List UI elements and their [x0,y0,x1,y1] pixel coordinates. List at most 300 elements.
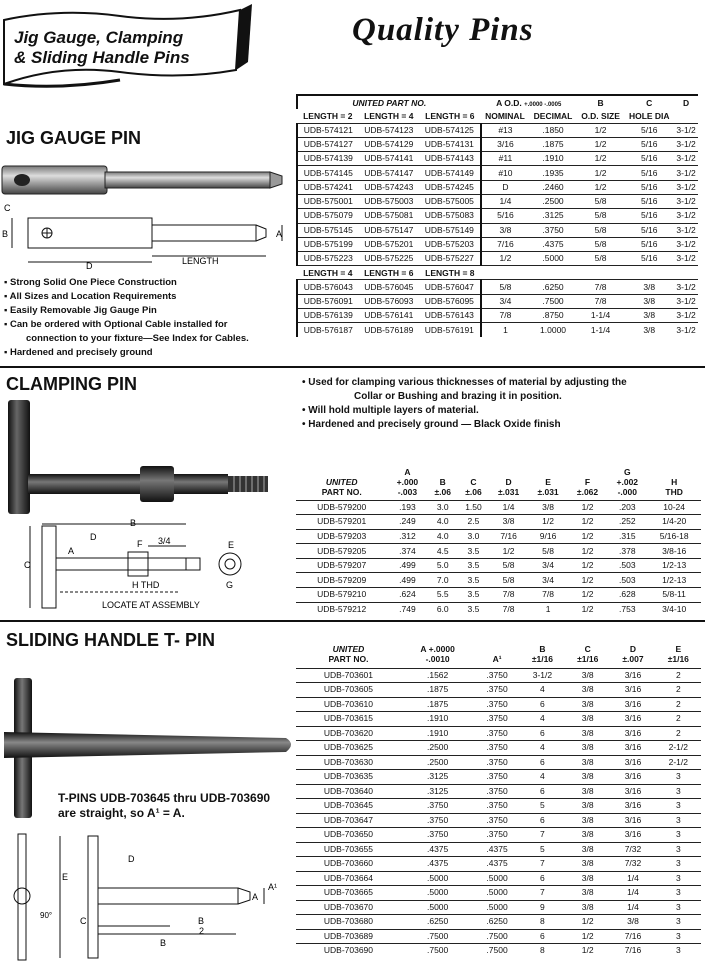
clamp-row-cell: 3.0 [427,500,458,515]
jig-row-cell: UDB-574127 [297,137,359,151]
jig-row [297,137,698,151]
tpin-row-cell: 6 [520,697,565,712]
tpin-row-cell: 5 [520,799,565,814]
clamp-row-cell: 1 [528,602,567,616]
jig-row-cell: 1 [481,323,530,337]
clamp-row [296,602,701,616]
jig-bullets [4,276,249,360]
tpin-row-cell: 1/2 [565,944,610,958]
tpin-row-cell: .5000 [474,886,519,901]
clamp-row-cell: UDB-579200 [296,500,387,515]
jig-row-cell: UDB-575223 [297,252,359,266]
tpin-row-cell: .2500 [401,741,474,756]
jig-row-cell: UDB-574147 [359,166,420,180]
tpin-row-cell: .3750 [474,741,519,756]
tpin-row-cell: UDB-703670 [296,900,401,915]
clamp-row-cell: 5.0 [427,558,458,573]
jig-row-cell: UDB-574245 [419,180,481,194]
tpin-note-line1: T-PINS UDB-703645 thru UDB-703690 [58,791,271,805]
jig-row-cell: #10 [481,166,530,180]
clamp-row-cell: 3.5 [458,602,489,616]
jig-row-cell: UDB-574125 [419,123,481,137]
tpin-row-cell: .6250 [474,915,519,930]
jig-row-cell: .7500 [529,294,577,308]
clamp-dim-c: C [24,560,31,570]
jig-row [297,223,698,237]
tpin-row-cell: UDB-703625 [296,741,401,756]
jig-row [297,209,698,223]
clamp-row-cell: 4.0 [427,529,458,544]
banner-line-1: Jig Gauge, Clamping [14,28,184,47]
tpin-row [296,712,701,727]
tpin-row-cell: .1910 [401,712,474,727]
clamp-row-cell: 3/4 [528,573,567,588]
jig-row-cell: UDB-574241 [297,180,359,194]
jig-hdr-len6: LENGTH = 6 [425,110,475,121]
jig-row-cell: 5/8 [577,252,625,266]
jig-row-cell: UDB-575079 [297,209,359,223]
jig-row-cell: UDB-575005 [419,194,481,208]
tpin-row-cell: 3/8 [565,668,610,683]
clamp-row-cell: 9/16 [528,529,567,544]
tpin-row [296,697,701,712]
tpin-row-cell: 3/16 [610,799,655,814]
clamp-row-cell: 3.0 [458,529,489,544]
jig-row-cell: .1875 [529,137,577,151]
jig-section-title: JIG GAUGE PIN [6,128,142,148]
tpin-row-cell: UDB-703620 [296,726,401,741]
clamp-row-cell: 5/8 [489,558,528,573]
tpin-row-cell: 3 [656,944,701,958]
jig-row-cell: 1/2 [577,137,625,151]
clamp-section-title: CLAMPING PIN [6,374,138,394]
jig-row-cell: UDB-576095 [419,294,481,308]
jig-bullet: ▪ Can be ordered with Optional Cable installed for [4,319,228,330]
clamp-row-cell: .499 [387,573,427,588]
clamp-hdr-part: UNITED PART NO. [321,476,362,497]
tpin-row-cell: .7500 [474,944,519,958]
tpin-row-cell: 3 [656,900,701,915]
clamp-row-cell: 1/2 [568,573,607,588]
jig-row-cell: UDB-576143 [419,309,481,323]
tpin-row-cell: 4 [520,741,565,756]
jig-row-cell: .1910 [529,152,577,166]
jig-row-cell: .5000 [529,252,577,266]
jig-row-cell: .1935 [529,166,577,180]
tpin-row-cell: .3750 [474,828,519,843]
clamp-row-cell: 10-24 [647,500,701,515]
tpin-row [296,871,701,886]
clamp-table [296,452,701,616]
tpin-row-cell: UDB-703615 [296,712,401,727]
clamp-hdr-g: G +.002 -.000 [616,466,639,497]
tpin-row-cell: 2-1/2 [656,741,701,756]
tpin-row-cell: 3/16 [610,770,655,785]
jig-row-cell: 5/8 [577,209,625,223]
clamp-dim-h: H THD [132,580,160,590]
jig-hdr-len8: LENGTH = 8 [419,266,481,280]
jig-row-cell: #13 [481,123,530,137]
jig-row-cell: 3/8 [624,309,674,323]
jig-dim-length: LENGTH [182,256,219,266]
tpin-row-cell: 3 [656,770,701,785]
tpin-row [296,900,701,915]
clamp-row-cell: 1/2 [568,602,607,616]
clamp-bullet: • Hardened and precisely ground — Black Oxide finish [302,419,561,430]
jig-bullet: ▪ Hardened and precisely ground [4,347,153,358]
clamp-row-cell: 5/16-18 [647,529,701,544]
jig-row-cell: 3/8 [624,280,674,294]
tpin-row-cell: 2-1/2 [656,755,701,770]
tpin-row-cell: UDB-703689 [296,929,401,944]
tpin-row-cell: .5000 [474,900,519,915]
tpin-row-cell: 3 [656,842,701,857]
clamp-row-cell: 1/4-20 [647,515,701,530]
jig-hdr-len2: LENGTH = 2 [303,110,353,121]
jig-row-cell: 3/16 [481,137,530,151]
tpin-table [296,632,701,958]
tpin-row-cell: 1/2 [565,915,610,930]
jig-row-cell: 3-1/2 [674,166,698,180]
divider [0,620,705,622]
jig-row-cell: UDB-576189 [359,323,420,337]
clamp-row-cell: 1.50 [458,500,489,515]
clamp-row-cell: UDB-579210 [296,588,387,603]
jig-row-cell: UDB-575003 [359,194,420,208]
clamp-row-cell: 7/8 [528,588,567,603]
jig-row-cell: UDB-575145 [297,223,359,237]
jig-row-cell: 1/4 [481,194,530,208]
jig-row-cell: .2500 [529,194,577,208]
tpin-row-cell: 7/16 [610,944,655,958]
tpin-row-cell: 5 [520,842,565,857]
tpin-row-cell: 6 [520,813,565,828]
tpin-row-cell: .3750 [474,755,519,770]
tpin-row-cell: .4375 [401,857,474,872]
page-title: Quality Pins [352,12,534,48]
tpin-row-cell: 3 [656,828,701,843]
tpin-dim-b2-bottom: 2 [199,926,205,936]
jig-bullet: ▪ All Sizes and Location Requirements [4,291,177,302]
jig-row-cell: 7/8 [577,280,625,294]
tpin-row-cell: 6 [520,871,565,886]
jig-row-cell: UDB-575149 [419,223,481,237]
tpin-row [296,784,701,799]
jig-row [297,123,698,137]
jig-row-cell: 5/8 [481,280,530,294]
clamp-row-cell: .378 [607,544,647,559]
tpin-row-cell: .3750 [401,813,474,828]
clamp-row-cell: 2.5 [458,515,489,530]
jig-row-cell: 3-1/2 [674,194,698,208]
tpin-row-cell: 3/8 [565,755,610,770]
tpin-row [296,828,701,843]
jig-bullet: ▪ Strong Solid One Piece Construction [4,277,177,288]
clamp-row-cell: 1/2-13 [647,558,701,573]
jig-row-cell: 5/8 [577,194,625,208]
jig-row-cell: UDB-576187 [297,323,359,337]
jig-hdr-len4b: LENGTH = 4 [297,266,359,280]
tpin-row-cell: 3/8 [565,828,610,843]
jig-row-cell: 3-1/2 [674,323,698,337]
clamp-row-cell: UDB-579201 [296,515,387,530]
tpin-row-cell: 9 [520,900,565,915]
jig-row-cell: UDB-574143 [419,152,481,166]
tpin-row-cell: 3 [656,871,701,886]
jig-hdr-len6b: LENGTH = 6 [359,266,420,280]
jig-row-cell: UDB-576047 [419,280,481,294]
jig-hdr-aod: A O.D. +.0000 -.0005 [481,95,577,109]
clamp-row-cell: .252 [607,515,647,530]
tpin-row [296,755,701,770]
jig-row-cell: 1/2 [577,123,625,137]
jig-row-cell: UDB-574149 [419,166,481,180]
clamp-row-cell: 1/2 [568,529,607,544]
jig-hdr-len4: LENGTH = 4 [364,110,414,121]
clamp-hdr-b: B ±.06 [434,476,451,497]
jig-row-cell: UDB-576141 [359,309,420,323]
jig-row-cell: 1/2 [481,252,530,266]
tpin-row [296,929,701,944]
tpin-row-cell: .1562 [401,668,474,683]
tpin-row-cell: 2 [656,697,701,712]
jig-row-cell: 5/8 [577,223,625,237]
clamp-hdr-c: C ±.06 [465,476,482,497]
jig-row-cell: 5/16 [624,123,674,137]
tpin-row-cell: .1875 [401,683,474,698]
clamp-dim-34: 3/4 [158,536,171,546]
clamp-row [296,515,701,530]
jig-row-cell: 5/16 [624,166,674,180]
tpin-row-cell: 3/16 [610,697,655,712]
jig-row-cell: UDB-575147 [359,223,420,237]
tpin-row-cell: .3750 [474,813,519,828]
clamp-row-cell: UDB-579205 [296,544,387,559]
tpin-row-cell: 1/4 [610,871,655,886]
tpin-row-cell: .3750 [401,828,474,843]
tpin-dim-b2-top: B [198,916,205,926]
jig-row-cell: 3-1/2 [674,237,698,251]
jig-row-cell: D [481,180,530,194]
jig-row-cell: UDB-575001 [297,194,359,208]
tpin-row-cell: 3 [656,915,701,930]
tpin-row [296,741,701,756]
tpin-row-cell: 3/8 [565,799,610,814]
tpin-row-cell: UDB-703645 [296,799,401,814]
banner [0,0,262,92]
jig-row [297,280,698,294]
tpin-row-cell: 4 [520,683,565,698]
tpin-row-cell: 7/32 [610,857,655,872]
jig-hdr-c: C [624,95,674,109]
tpin-row-cell: UDB-703605 [296,683,401,698]
tpin-row-cell: .3750 [474,697,519,712]
jig-row-cell: .3750 [529,223,577,237]
tpin-row-cell: 4 [520,770,565,785]
tpin-row-cell: 3/16 [610,828,655,843]
tpin-row [296,857,701,872]
tpin-row-cell: 3 [656,929,701,944]
tpin-row-cell: .3750 [474,770,519,785]
jig-row [297,237,698,251]
tpin-row-cell: .3125 [401,770,474,785]
jig-row-cell: 1-1/4 [577,309,625,323]
tpin-row-cell: .6250 [401,915,474,930]
jig-row-cell: 5/16 [481,209,530,223]
clamp-row-cell: 1/2 [568,515,607,530]
clamp-row-cell: 1/2 [568,544,607,559]
tpin-hdr-a1: A¹ [492,653,502,664]
clamp-row [296,573,701,588]
tpin-row-cell: 3/8 [565,770,610,785]
clamp-dim-a: A [68,546,75,556]
jig-row-cell: UDB-576043 [297,280,359,294]
tpin-row-cell: .5000 [401,871,474,886]
tpin-row-cell: UDB-703610 [296,697,401,712]
tpin-row [296,799,701,814]
clamp-hdr-h: H THD [665,476,683,497]
tpin-dim-a1: A¹ [268,882,277,892]
jig-row-cell: 7/8 [481,309,530,323]
tpin-row [296,915,701,930]
jig-row-cell: .8750 [529,309,577,323]
tpin-dim-e: E [62,872,69,882]
jig-row-cell: 5/16 [624,209,674,223]
tpin-row-cell: 3/8 [565,741,610,756]
tpin-dim-c: C [80,916,87,926]
jig-row-cell: .2460 [529,180,577,194]
tpin-note-line2: are straight, so A¹ = A. [58,806,185,820]
clamp-row-cell: .628 [607,588,647,603]
jig-row-cell: UDB-575199 [297,237,359,251]
jig-row-cell: 3-1/2 [674,252,698,266]
clamp-hdr-d: D ±.031 [497,476,520,497]
clamp-dim-e: E [228,540,235,550]
jig-row-cell: UDB-576045 [359,280,420,294]
jig-table [296,94,698,337]
jig-row [297,180,698,194]
jig-row-cell: UDB-574121 [297,123,359,137]
tpin-row-cell: 3 [656,799,701,814]
tpin-row-cell: 3/16 [610,668,655,683]
tpin-row-cell: 6 [520,755,565,770]
jig-row-cell: 7/16 [481,237,530,251]
tpin-row-cell: 7 [520,886,565,901]
tpin-diagram [0,826,295,966]
jig-row-cell: UDB-575201 [359,237,420,251]
tpin-row-cell: 3/8 [565,712,610,727]
jig-row-cell: UDB-574123 [359,123,420,137]
clamp-row-cell: 4.0 [427,515,458,530]
tpin-row-cell: .3750 [401,799,474,814]
jig-row-cell: #11 [481,152,530,166]
clamp-hdr-f: F ±.062 [576,476,599,497]
clamp-row-cell: 6.0 [427,602,458,616]
jig-pin-diagram [0,198,295,270]
jig-row-cell: 1/2 [577,180,625,194]
tpin-row-cell: 3/8 [565,784,610,799]
jig-row-cell: 5/16 [624,237,674,251]
tpin-row-cell: 3 [656,857,701,872]
tpin-row-cell: .7500 [401,944,474,958]
tpin-row-cell: 3/8 [610,915,655,930]
tpin-row-cell: 3/16 [610,726,655,741]
jig-row [297,252,698,266]
tpin-row-cell: .3750 [474,799,519,814]
clamp-row-cell: .503 [607,558,647,573]
jig-row-cell: UDB-575225 [359,252,420,266]
jig-row [297,294,698,308]
jig-row-cell: UDB-575083 [419,209,481,223]
clamp-row-cell: 3/8 [528,500,567,515]
jig-row-cell: 5/8 [577,237,625,251]
jig-row-cell: UDB-574139 [297,152,359,166]
tpin-row-cell: 2 [656,683,701,698]
clamp-row [296,544,701,559]
clamp-row [296,588,701,603]
tpin-row-cell: 3 [656,886,701,901]
clamp-row-cell: 7/16 [489,529,528,544]
clamp-row-cell: .749 [387,602,427,616]
jig-row-cell: 5/16 [624,194,674,208]
jig-row-cell: 3/4 [481,294,530,308]
clamp-bullet: • Will hold multiple layers of material. [302,405,479,416]
tpin-row-cell: 2 [656,712,701,727]
tpin-hdr-part: UNITED PART NO. [328,643,369,664]
tpin-row-cell: 3/16 [610,784,655,799]
jig-row-cell: 5/16 [624,137,674,151]
tpin-row-cell: 3/8 [565,683,610,698]
tpin-row-cell: .1875 [401,697,474,712]
clamp-row-cell: .312 [387,529,427,544]
jig-row-cell: 3-1/2 [674,137,698,151]
tpin-row [296,842,701,857]
jig-row-cell: UDB-576093 [359,294,420,308]
tpin-row-cell: .2500 [401,755,474,770]
clamp-row-cell: 3/4-10 [647,602,701,616]
clamp-row-cell: 1/2 [568,558,607,573]
tpin-row-cell: UDB-703647 [296,813,401,828]
tpin-row-cell: .3750 [474,668,519,683]
tpin-row-cell: .5000 [474,871,519,886]
clamp-bullet: Collar or Bushing and brazing it in position. [354,391,562,402]
jig-row-cell: 3-1/2 [674,180,698,194]
tpin-row [296,683,701,698]
clamp-bullets [302,376,627,432]
tpin-row-cell: .3750 [474,784,519,799]
jig-row-cell: .1850 [529,123,577,137]
clamp-row-cell: UDB-579209 [296,573,387,588]
tpin-row-cell: 8 [520,915,565,930]
clamp-hdr-a: A +.000 -.003 [396,466,419,497]
tpin-row-cell: 7 [520,828,565,843]
clamp-dim-d: D [90,532,97,542]
jig-row-cell: 3-1/2 [674,309,698,323]
jig-row-cell: 1/2 [577,152,625,166]
clamp-dim-f: F [137,539,143,549]
jig-row-cell: UDB-576139 [297,309,359,323]
jig-row [297,323,698,337]
tpin-row-cell: .3125 [401,784,474,799]
clamp-row-cell: 1/4 [489,500,528,515]
jig-row-cell: 5/16 [624,180,674,194]
tpin-hdr-c: C ±1/16 [577,643,599,664]
tpin-hdr-b: B ±1/16 [531,643,554,664]
clamp-pin-diagram [0,516,295,616]
tpin-hdr-e: E ±1/16 [667,643,689,664]
clamp-row-cell: 7/8 [489,602,528,616]
jig-row-cell: .6250 [529,280,577,294]
